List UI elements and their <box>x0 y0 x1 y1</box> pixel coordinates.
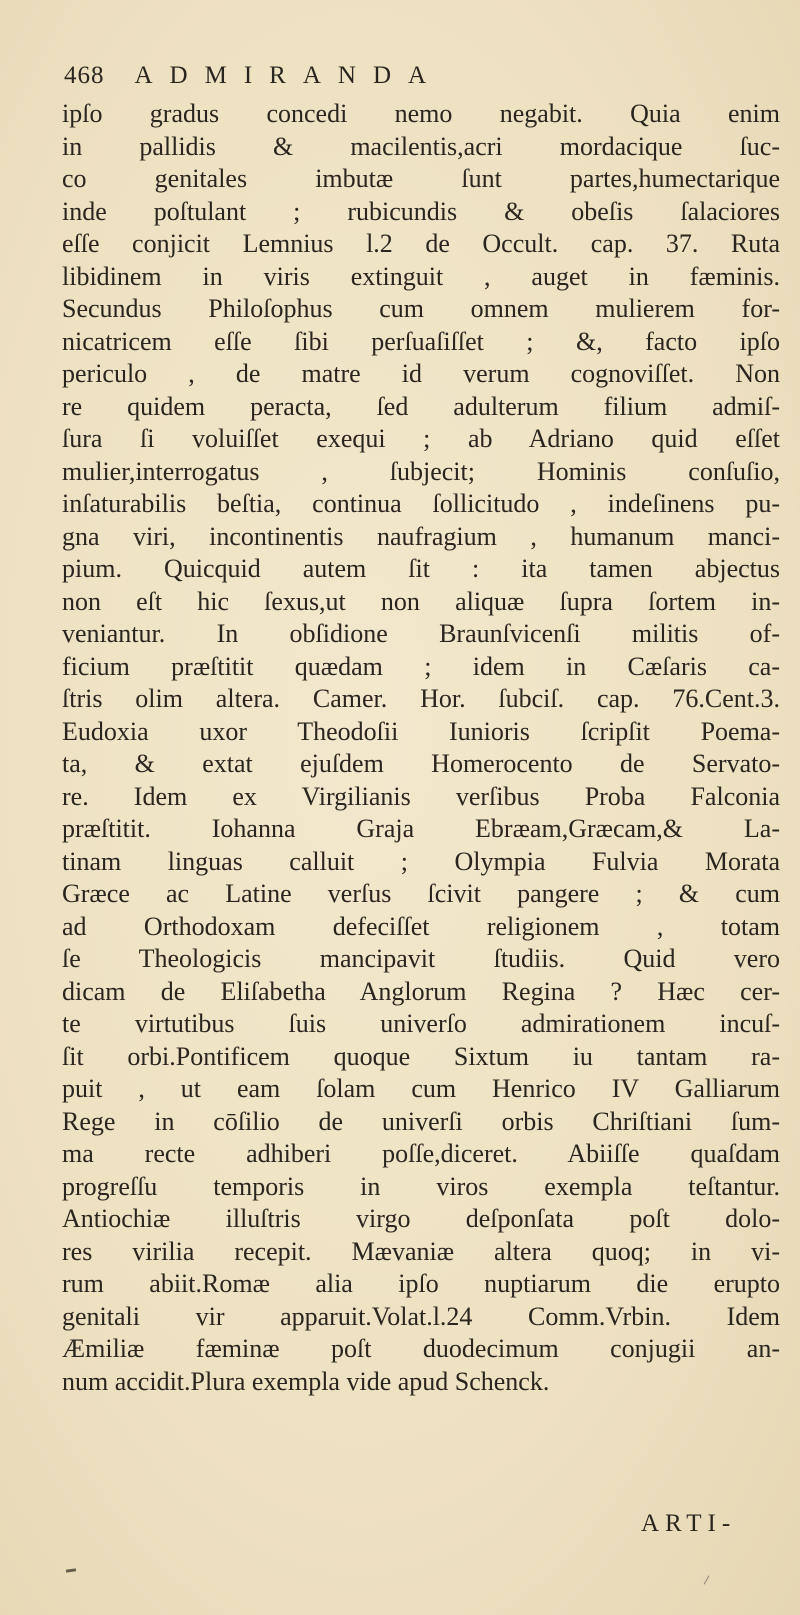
text-line: co genitales imbutæ ſunt partes,humectarique <box>62 164 780 193</box>
text-line: te virtutibus ſuis univerſo admirationem incuſ- <box>62 1009 780 1038</box>
text-line: re quidem peracta, ſed adulterum filium admiſ- <box>62 391 780 421</box>
text-line: ſtris olim altera. Camer. Hor. ſubciſ. cap. 76.Cent.3. <box>62 684 780 713</box>
text-line: gna viri, incontinentis naufragium , humanum manci- <box>62 521 780 551</box>
text-line: præſtitit. Iohanna Graja Ebræam,Græcam,& La- <box>62 814 780 843</box>
text-line: ma recte adhiberi poſſe,diceret. Abiiſſe quaſdam <box>62 1139 780 1168</box>
text-line: Secundus Philoſophus cum omnem mulierem for- <box>62 294 780 323</box>
text-line: Græce ac Latine verſus ſcivit pangere ; & cum <box>62 879 780 908</box>
text-line: dicam de Eliſabetha Anglorum Regina ? Hæc cer- <box>62 976 780 1006</box>
text-line: veniantur. In obſidione Braunſvicenſi militis of- <box>62 619 780 648</box>
text-line: ta, & extat ejuſdem Homerocento de Servato- <box>62 749 780 778</box>
text-line: eſſe conjicit Lemnius l.2 de Occult. cap. 37. Ruta <box>62 229 780 258</box>
text-line: pium. Quicquid autem ſit : ita tamen abjectus <box>62 554 780 583</box>
text-line: progreſſu temporis in viros exempla teſtantur. <box>62 1171 780 1201</box>
text-line: tinam linguas calluit ; Olympia Fulvia Morata <box>62 846 780 876</box>
text-line: nicatricem eſſe ſibi perſuaſiſſet ; &, facto ipſo <box>62 326 780 356</box>
text-line: Eudoxia uxor Theodoſii Iunioris ſcripſit Poema- <box>62 716 780 746</box>
text-line: Antiochiæ illuſtris virgo deſponſata poſt dolo- <box>62 1204 780 1233</box>
page-header <box>64 62 604 98</box>
ink-mark <box>66 1568 76 1572</box>
text-line: ipſo gradus concedi nemo negabit. Quia enim <box>62 99 780 128</box>
ink-mark <box>704 1575 710 1584</box>
text-line: ſura ſi voluiſſet exequi ; ab Adriano quid eſſet <box>62 424 780 453</box>
text-line: in pallidis & macilentis,acri mordacique ſuc- <box>62 131 780 161</box>
text-line: ſe Theologicis mancipavit ſtudiis. Quid vero <box>62 944 780 973</box>
text-line: periculo , de matre id verum cognoviſſet. Non <box>62 359 780 388</box>
text-line: puit , ut eam ſolam cum Henrico IV Galliarum <box>62 1074 780 1103</box>
text-line: Rege in cōſilio de univerſi orbis Chriſtiani ſum- <box>62 1106 780 1136</box>
text-line: res virilia recepit. Mævaniæ altera quoq; in vi- <box>62 1236 780 1266</box>
text-line: num accidit.Plura exempla vide apud Schenck. <box>62 1366 550 1396</box>
text-line: inſaturabilis beſtia, continua ſollicitudo , indeſinens pu- <box>62 489 780 518</box>
body-text <box>62 98 780 1398</box>
text-line: ad Orthodoxam defeciſſet religionem , totam <box>62 911 780 941</box>
text-line: genitali vir apparuit.Volat.l.24 Comm.Vrbin. Idem <box>62 1301 780 1331</box>
text-line: Æmiliæ fæminæ poſt duodecimum conjugii an- <box>62 1334 780 1363</box>
text-line: inde poſtulant ; rubicundis & obeſis ſalaciores <box>62 196 780 226</box>
catchword: ARTI- <box>641 1510 737 1537</box>
text-line: ficium præſtitit quædam ; idem in Cæſaris ca- <box>62 651 780 681</box>
text-line: re. Idem ex Virgilianis verſibus Proba Falconia <box>62 781 780 811</box>
text-line: rum abiit.Romæ alia ipſo nuptiarum die erupto <box>62 1269 780 1298</box>
text-line: non eſt hic ſexus,ut non aliquæ ſupra ſortem in- <box>62 586 780 616</box>
text-line: ſit orbi.Pontificem quoque Sixtum iu tantam ra- <box>62 1041 780 1071</box>
page-number: 468 <box>64 62 105 89</box>
text-line: mulier,interrogatus , ſubjecit; Hominis conſuſio, <box>62 456 780 486</box>
running-head: ADMIRANDA <box>134 62 444 89</box>
text-line: libidinem in viris extinguit , auget in fæminis. <box>62 261 780 291</box>
